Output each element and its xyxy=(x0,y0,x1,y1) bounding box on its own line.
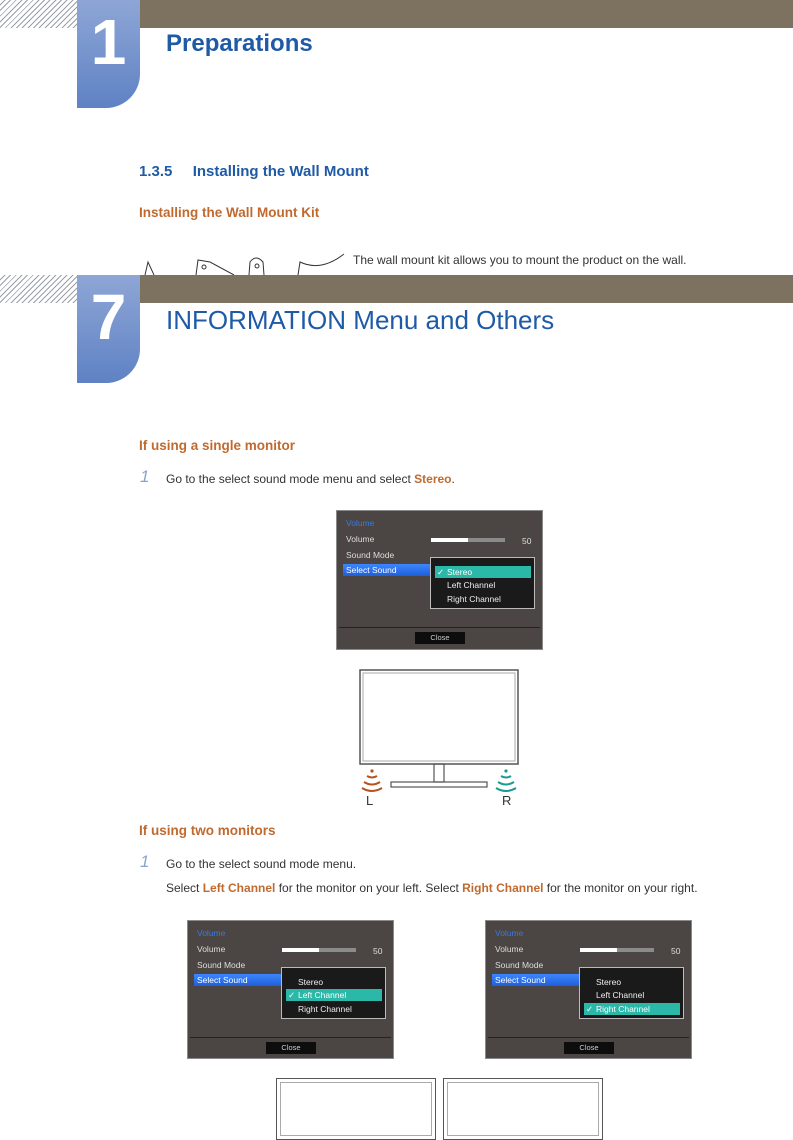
volume-slider-fill xyxy=(580,948,617,952)
option-right-channel[interactable]: ✓ Right Channel xyxy=(584,1003,680,1015)
step-number: 1 xyxy=(140,852,150,871)
single-step-text: Go to the select sound mode menu and select Stereo. xyxy=(166,472,455,486)
two-monitors-heading: If using two monitors xyxy=(139,823,276,838)
close-button[interactable]: Close xyxy=(564,1042,614,1054)
osd-volume-label[interactable]: Volume xyxy=(495,944,524,954)
sound-options-popup xyxy=(430,557,535,609)
option-left-channel[interactable]: Left Channel xyxy=(596,990,645,1000)
highlight-stereo: Stereo xyxy=(414,472,452,486)
volume-value: 50 xyxy=(671,946,681,956)
sound-options-popup xyxy=(281,967,386,1019)
option-left-channel[interactable]: ✓ Left Channel xyxy=(286,989,382,1001)
two-step-line1: Go to the select sound mode menu. xyxy=(166,857,357,871)
osd-sound-mode[interactable]: Sound Mode xyxy=(346,550,395,560)
highlight-right-channel: Right Channel xyxy=(462,881,544,895)
monitor-with-speakers-illustration xyxy=(355,668,525,810)
osd-menu-right-channel xyxy=(485,920,692,1059)
volume-slider[interactable] xyxy=(282,948,356,952)
right-speaker-label: R xyxy=(502,793,512,808)
sound-options-popup xyxy=(579,967,684,1019)
monitor-base xyxy=(391,782,487,787)
wall-mount-parts-illustration xyxy=(140,248,350,275)
chapter-title: INFORMATION Menu and Others xyxy=(166,305,555,335)
two-step-line2: Select Left Channel for the monitor on your left. Select Right Channel for the monitor on your right. xyxy=(166,881,698,895)
step-number: 1 xyxy=(140,467,150,486)
osd-title: Volume xyxy=(495,928,524,938)
option-stereo[interactable]: Stereo xyxy=(298,977,324,987)
volume-slider-fill xyxy=(431,538,468,542)
option-right-channel[interactable]: Right Channel xyxy=(447,594,501,604)
osd-select-sound[interactable]: Select Sound xyxy=(492,974,587,986)
osd-sound-mode[interactable]: Sound Mode xyxy=(495,960,544,970)
option-left-channel[interactable]: Left Channel xyxy=(447,580,496,590)
chapter-tab xyxy=(77,0,140,108)
check-icon: ✓ xyxy=(586,1004,594,1014)
volume-slider[interactable] xyxy=(431,538,505,542)
osd-divider xyxy=(339,627,540,628)
osd-volume-label[interactable]: Volume xyxy=(346,534,375,544)
highlight-left-channel: Left Channel xyxy=(202,881,276,895)
section-heading xyxy=(139,163,369,180)
right-monitor-illustration xyxy=(443,1078,603,1140)
wall-mount-description: The wall mount kit allows you to mount the product on the wall. xyxy=(353,253,687,267)
close-button[interactable]: Close xyxy=(415,632,465,644)
osd-sound-mode[interactable]: Sound Mode xyxy=(197,960,246,970)
volume-slider[interactable] xyxy=(580,948,654,952)
osd-title: Volume xyxy=(197,928,226,938)
osd-divider xyxy=(190,1037,391,1038)
monitor-screen xyxy=(360,670,518,764)
chapter-tab xyxy=(77,275,140,383)
osd-select-sound[interactable]: Select Sound xyxy=(343,564,438,576)
osd-select-sound[interactable]: Select Sound xyxy=(194,974,289,986)
hatch-decoration xyxy=(0,0,78,28)
option-stereo[interactable]: ✓ Stereo xyxy=(435,566,531,578)
hatch-decoration xyxy=(0,275,78,303)
volume-slider-fill xyxy=(282,948,319,952)
osd-volume-label[interactable]: Volume xyxy=(197,944,226,954)
chapter-band xyxy=(140,275,793,303)
check-icon: ✓ xyxy=(437,567,445,577)
subsection-heading: Installing the Wall Mount Kit xyxy=(139,205,320,220)
osd-menu-left-channel xyxy=(187,920,394,1059)
left-monitor-illustration xyxy=(276,1078,436,1140)
osd-menu-stereo xyxy=(336,510,543,650)
osd-title: Volume xyxy=(346,518,375,528)
chapter-number: 7 xyxy=(90,281,127,353)
single-monitor-heading: If using a single monitor xyxy=(139,438,296,453)
chapter-number: 1 xyxy=(90,6,127,78)
chapter-title: Preparations xyxy=(166,30,313,57)
option-right-channel[interactable]: Right Channel xyxy=(298,1004,352,1014)
right-speaker-icon xyxy=(496,769,516,791)
volume-value: 50 xyxy=(373,946,383,956)
section-title: Installing the Wall Mount xyxy=(192,163,369,180)
close-button[interactable]: Close xyxy=(266,1042,316,1054)
osd-divider xyxy=(488,1037,689,1038)
chapter-band xyxy=(140,0,793,28)
section-number: 1.3.5 xyxy=(139,163,173,180)
monitor-neck xyxy=(434,764,444,782)
left-speaker-label: L xyxy=(366,793,374,808)
volume-value: 50 xyxy=(522,536,532,546)
check-icon: ✓ xyxy=(288,990,296,1000)
option-stereo[interactable]: Stereo xyxy=(596,977,622,987)
left-speaker-icon xyxy=(362,769,382,791)
